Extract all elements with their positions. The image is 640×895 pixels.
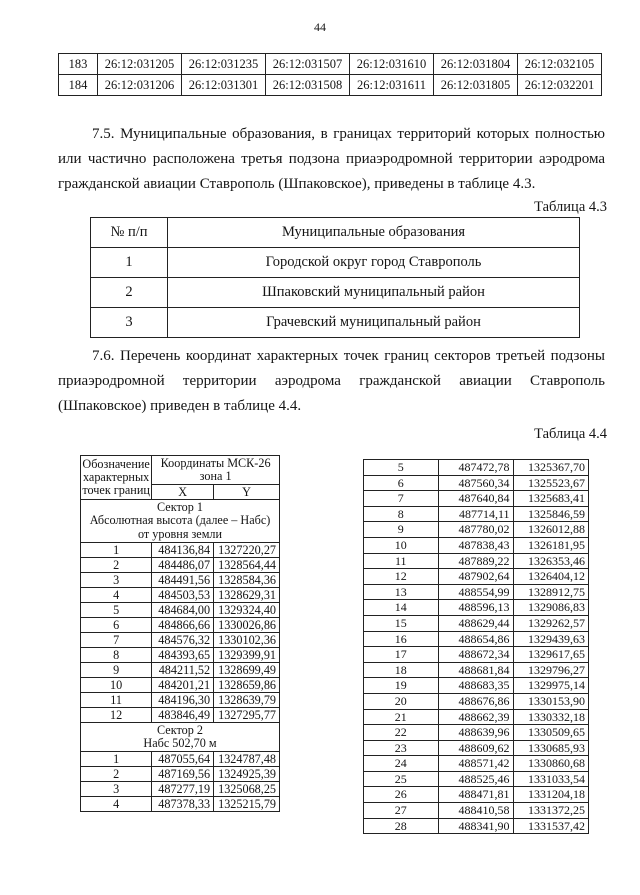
- x-coordinate-cell: 484201,21: [152, 678, 214, 693]
- point-id-cell: 10: [81, 678, 152, 693]
- table-header-row: [81, 456, 280, 485]
- y-coordinate-cell: 1326404,12: [513, 569, 589, 585]
- table-cell: 1: [91, 248, 168, 278]
- y-coordinate-cell: 1330685,93: [513, 740, 589, 756]
- point-id-cell: 12: [81, 708, 152, 723]
- table-4-4-left: [80, 455, 280, 812]
- table-4-4-caption: Таблица 4.4: [534, 426, 607, 442]
- table-row: [364, 537, 589, 553]
- point-id-cell: 10: [364, 537, 439, 553]
- table-row: [81, 693, 280, 708]
- table-row: [81, 618, 280, 633]
- y-coordinate-cell: 1331537,42: [513, 818, 589, 834]
- table-row: [364, 569, 589, 585]
- point-id-cell: 20: [364, 693, 439, 709]
- point-id-cell: 4: [81, 588, 152, 603]
- point-id-cell: 21: [364, 709, 439, 725]
- table-row: [81, 708, 280, 723]
- column-header-y: Y: [214, 485, 280, 500]
- x-coordinate-cell: 488554,99: [438, 584, 513, 600]
- table-cell: Шпаковский муниципальный район: [168, 278, 580, 308]
- point-id-cell: 22: [364, 725, 439, 741]
- point-id-cell: 26: [364, 787, 439, 803]
- x-coordinate-cell: 484576,32: [152, 633, 214, 648]
- y-coordinate-cell: 1324925,39: [214, 767, 280, 782]
- x-coordinate-cell: 484503,53: [152, 588, 214, 603]
- column-header-coordinates: Координаты МСК-26 зона 1: [152, 456, 280, 485]
- point-id-cell: 28: [364, 818, 439, 834]
- sector-2-title: Сектор 2: [157, 722, 203, 737]
- point-id-cell: 24: [364, 756, 439, 772]
- point-id-cell: 1: [81, 543, 152, 558]
- table-row: [81, 752, 280, 767]
- y-coordinate-cell: 1330509,65: [513, 725, 589, 741]
- table-row: [81, 558, 280, 573]
- page-number: 44: [314, 20, 326, 34]
- y-coordinate-cell: 1329975,14: [513, 678, 589, 694]
- table-4-3-caption: Таблица 4.3: [534, 199, 607, 215]
- table-row: [81, 588, 280, 603]
- y-coordinate-cell: 1328659,86: [214, 678, 280, 693]
- table-row: [91, 308, 580, 338]
- table-row: [364, 678, 589, 694]
- table-row: [364, 740, 589, 756]
- table-4-3: [90, 217, 580, 338]
- x-coordinate-cell: 487169,56: [152, 767, 214, 782]
- x-coordinate-cell: 488609,62: [438, 740, 513, 756]
- y-coordinate-cell: 1328584,36: [214, 573, 280, 588]
- table-row: [81, 663, 280, 678]
- y-coordinate-cell: 1325683,41: [513, 491, 589, 507]
- table-cell: 26:12:032201: [518, 75, 602, 96]
- point-id-cell: 9: [364, 522, 439, 538]
- y-coordinate-cell: 1330153,90: [513, 693, 589, 709]
- point-id-cell: 25: [364, 771, 439, 787]
- table-cell: 26:12:031235: [182, 54, 266, 75]
- x-coordinate-cell: 488683,35: [438, 678, 513, 694]
- point-id-cell: 7: [81, 633, 152, 648]
- table-cell: 183: [59, 54, 98, 75]
- y-coordinate-cell: 1325367,70: [513, 460, 589, 476]
- table-row: [364, 693, 589, 709]
- y-coordinate-cell: 1327220,27: [214, 543, 280, 558]
- x-coordinate-cell: 484866,66: [152, 618, 214, 633]
- sector-header-row: [81, 500, 280, 543]
- table-row: [81, 603, 280, 618]
- table-cell: 3: [91, 308, 168, 338]
- x-coordinate-cell: 484211,52: [152, 663, 214, 678]
- y-coordinate-cell: 1329439,63: [513, 631, 589, 647]
- x-coordinate-cell: 488341,90: [438, 818, 513, 834]
- y-coordinate-cell: 1329086,83: [513, 600, 589, 616]
- x-coordinate-cell: 483846,49: [152, 708, 214, 723]
- sector-1-header: [81, 500, 280, 543]
- table-cell: Грачевский муниципальный район: [168, 308, 580, 338]
- point-id-cell: 11: [81, 693, 152, 708]
- y-coordinate-cell: 1325523,67: [513, 475, 589, 491]
- x-coordinate-cell: 487714,11: [438, 506, 513, 522]
- table-row: [59, 75, 602, 96]
- sector-1-altitude: Абсолютная высота (далее – Набс): [89, 513, 271, 528]
- point-id-cell: 4: [81, 797, 152, 812]
- x-coordinate-cell: 487055,64: [152, 752, 214, 767]
- table-row: [364, 756, 589, 772]
- x-coordinate-cell: 487560,34: [438, 475, 513, 491]
- y-coordinate-cell: 1325215,79: [214, 797, 280, 812]
- x-coordinate-cell: 487277,19: [152, 782, 214, 797]
- table-cell: 2: [91, 278, 168, 308]
- point-id-cell: 8: [81, 648, 152, 663]
- x-coordinate-cell: 488681,84: [438, 662, 513, 678]
- x-coordinate-cell: 487640,84: [438, 491, 513, 507]
- y-coordinate-cell: 1331033,54: [513, 771, 589, 787]
- table-row: [59, 54, 602, 75]
- y-coordinate-cell: 1324787,48: [214, 752, 280, 767]
- table-row: [91, 248, 580, 278]
- y-coordinate-cell: 1328564,44: [214, 558, 280, 573]
- table-row: [364, 647, 589, 663]
- table-row: [81, 767, 280, 782]
- y-coordinate-cell: 1328639,79: [214, 693, 280, 708]
- table-row: [364, 584, 589, 600]
- x-coordinate-cell: 488629,44: [438, 615, 513, 631]
- table-cell: 26:12:031301: [182, 75, 266, 96]
- table-cell: 26:12:031206: [98, 75, 182, 96]
- y-coordinate-cell: 1325068,25: [214, 782, 280, 797]
- table-cell: 184: [59, 75, 98, 96]
- table-cell: 26:12:032105: [518, 54, 602, 75]
- y-coordinate-cell: 1330102,36: [214, 633, 280, 648]
- table-row: [81, 797, 280, 812]
- x-coordinate-cell: 488672,34: [438, 647, 513, 663]
- point-id-cell: 18: [364, 662, 439, 678]
- y-coordinate-cell: 1329399,91: [214, 648, 280, 663]
- sector-2-header: [81, 723, 280, 752]
- point-id-cell: 5: [364, 460, 439, 476]
- x-coordinate-cell: 488596,13: [438, 600, 513, 616]
- point-id-cell: 12: [364, 569, 439, 585]
- sector-header-row: [81, 723, 280, 752]
- x-coordinate-cell: 487780,02: [438, 522, 513, 538]
- table-row: [81, 573, 280, 588]
- sector-1-rows: [81, 543, 280, 723]
- column-header-number: № п/п: [91, 218, 168, 248]
- point-id-cell: 7: [364, 491, 439, 507]
- point-id-cell: 1: [81, 752, 152, 767]
- point-id-cell: 19: [364, 678, 439, 694]
- point-id-cell: 23: [364, 740, 439, 756]
- x-coordinate-cell: 488525,46: [438, 771, 513, 787]
- point-id-cell: 3: [81, 573, 152, 588]
- y-coordinate-cell: 1328912,75: [513, 584, 589, 600]
- x-coordinate-cell: 488654,86: [438, 631, 513, 647]
- point-id-cell: 6: [364, 475, 439, 491]
- x-coordinate-cell: 484393,65: [152, 648, 214, 663]
- column-header-x: X: [152, 485, 214, 500]
- table-cell: 26:12:031805: [434, 75, 518, 96]
- x-coordinate-cell: 488662,39: [438, 709, 513, 725]
- table-cell: 26:12:031804: [434, 54, 518, 75]
- sector-1-title: Сектор 1: [157, 499, 203, 514]
- x-coordinate-cell: 488571,42: [438, 756, 513, 772]
- point-id-cell: 2: [81, 767, 152, 782]
- table-row: [364, 600, 589, 616]
- x-coordinate-cell: 484486,07: [152, 558, 214, 573]
- table-row: [81, 543, 280, 558]
- point-id-cell: 5: [81, 603, 152, 618]
- x-coordinate-cell: 488410,58: [438, 803, 513, 819]
- y-coordinate-cell: 1330860,68: [513, 756, 589, 772]
- top-table: [58, 53, 602, 96]
- x-coordinate-cell: 488676,86: [438, 693, 513, 709]
- table-cell: 26:12:031205: [98, 54, 182, 75]
- point-id-cell: 17: [364, 647, 439, 663]
- table-cell: 26:12:031507: [266, 54, 350, 75]
- y-coordinate-cell: 1327295,77: [214, 708, 280, 723]
- sector-1-ground: от уровня земли: [137, 526, 223, 541]
- y-coordinate-cell: 1330026,86: [214, 618, 280, 633]
- y-coordinate-cell: 1328699,49: [214, 663, 280, 678]
- table-row: [364, 553, 589, 569]
- y-coordinate-cell: 1325846,59: [513, 506, 589, 522]
- paragraph-7-6: 7.6. Перечень координат характерных точек границ секторов третьей подзоны приаэродромной территории аэродрома гражданской авиации Ставрополь (Шпаковское) приведен в таблице 4.4.: [58, 348, 605, 414]
- y-coordinate-cell: 1326181,95: [513, 537, 589, 553]
- sector-2-continued-rows: [364, 460, 589, 834]
- y-coordinate-cell: 1328629,31: [214, 588, 280, 603]
- x-coordinate-cell: 487378,33: [152, 797, 214, 812]
- point-id-cell: 8: [364, 506, 439, 522]
- sector-2-altitude: Набс 502,70 м: [143, 736, 217, 750]
- y-coordinate-cell: 1326012,88: [513, 522, 589, 538]
- y-coordinate-cell: 1331204,18: [513, 787, 589, 803]
- y-coordinate-cell: 1329324,40: [214, 603, 280, 618]
- table-row: [364, 475, 589, 491]
- point-id-cell: 27: [364, 803, 439, 819]
- y-coordinate-cell: 1329262,57: [513, 615, 589, 631]
- y-coordinate-cell: 1329796,27: [513, 662, 589, 678]
- y-coordinate-cell: 1331372,25: [513, 803, 589, 819]
- table-cell: 26:12:031508: [266, 75, 350, 96]
- point-id-cell: 3: [81, 782, 152, 797]
- table-cell: 26:12:031610: [350, 54, 434, 75]
- point-id-cell: 16: [364, 631, 439, 647]
- table-row: [364, 771, 589, 787]
- x-coordinate-cell: 487902,64: [438, 569, 513, 585]
- x-coordinate-cell: 488639,96: [438, 725, 513, 741]
- point-id-cell: 9: [81, 663, 152, 678]
- table-cell: Городской округ город Ставрополь: [168, 248, 580, 278]
- table-row: [364, 506, 589, 522]
- table-header-row: [91, 218, 580, 248]
- table-row: [81, 678, 280, 693]
- point-id-cell: 15: [364, 615, 439, 631]
- point-id-cell: 6: [81, 618, 152, 633]
- table-4-4-right: [363, 459, 589, 834]
- point-id-cell: 2: [81, 558, 152, 573]
- column-header-municipalities: Муниципальные образования: [168, 218, 580, 248]
- table-row: [364, 803, 589, 819]
- y-coordinate-cell: 1326353,46: [513, 553, 589, 569]
- table-row: [364, 491, 589, 507]
- table-row: [364, 709, 589, 725]
- table-row: [81, 633, 280, 648]
- table-row: [364, 615, 589, 631]
- table-row: [81, 648, 280, 663]
- table-row: [364, 787, 589, 803]
- table-row: [364, 460, 589, 476]
- x-coordinate-cell: 487838,43: [438, 537, 513, 553]
- point-id-cell: 14: [364, 600, 439, 616]
- point-id-cell: 13: [364, 584, 439, 600]
- table-row: [364, 662, 589, 678]
- x-coordinate-cell: 488471,81: [438, 787, 513, 803]
- x-coordinate-cell: 484491,56: [152, 573, 214, 588]
- paragraph-7-5: 7.5. Муниципальные образования, в границах территорий которых полностью или частично расположена третья подзона приаэродромной территории аэродрома гражданской авиации Ставрополь (Шпаковское), приведены в таблице 4.3.: [58, 126, 605, 192]
- sector-2-rows: [81, 752, 280, 812]
- x-coordinate-cell: 487472,78: [438, 460, 513, 476]
- point-id-cell: 11: [364, 553, 439, 569]
- table-row: [91, 278, 580, 308]
- x-coordinate-cell: 484136,84: [152, 543, 214, 558]
- table-cell: 26:12:031611: [350, 75, 434, 96]
- column-header-points: Обозначение характерных точек границ: [81, 456, 152, 500]
- y-coordinate-cell: 1330332,18: [513, 709, 589, 725]
- x-coordinate-cell: 487889,22: [438, 553, 513, 569]
- y-coordinate-cell: 1329617,65: [513, 647, 589, 663]
- x-coordinate-cell: 484196,30: [152, 693, 214, 708]
- table-row: [364, 818, 589, 834]
- table-row: [364, 631, 589, 647]
- table-row: [81, 782, 280, 797]
- table-row: [364, 522, 589, 538]
- table-row: [364, 725, 589, 741]
- x-coordinate-cell: 484684,00: [152, 603, 214, 618]
